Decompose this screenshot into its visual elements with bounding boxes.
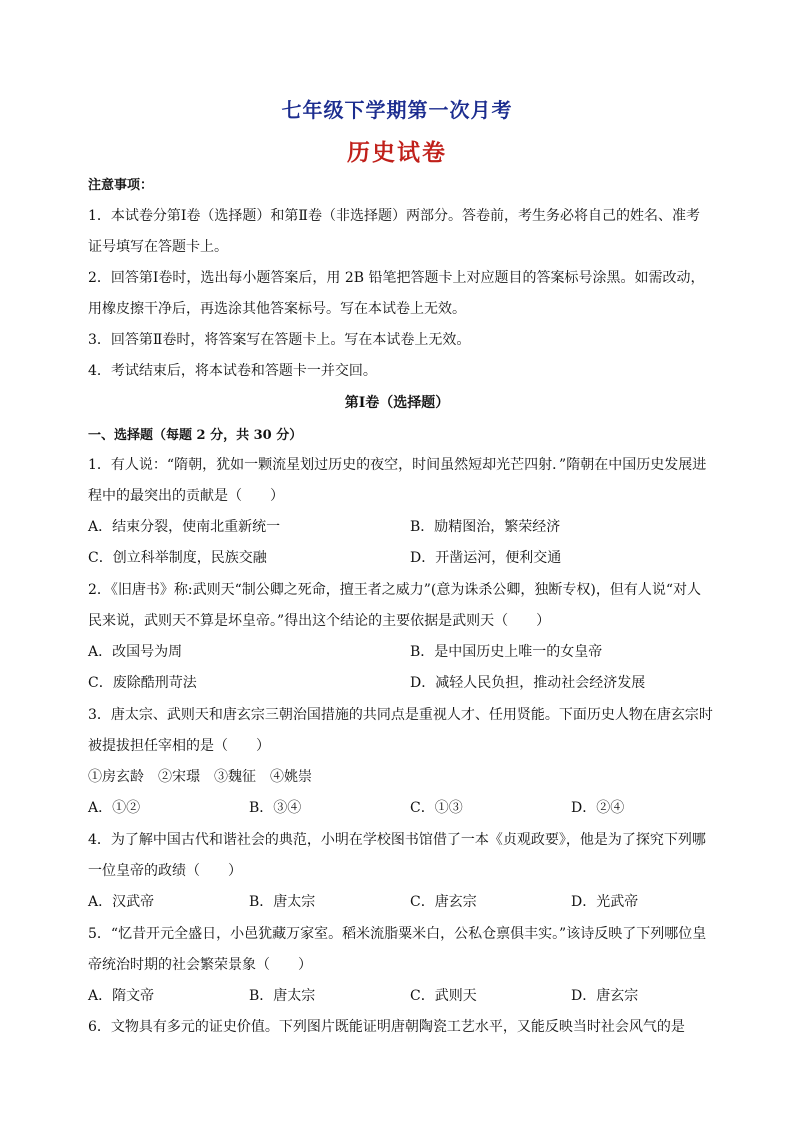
question-6-stem: 6．文物具有多元的证史价值。下列图片既能证明唐朝陶瓷工艺水平，又能反映当时社会风气的是 [88, 1019, 685, 1035]
option-a: A．①② [88, 800, 141, 816]
notes-line: 1．本试卷分第Ⅰ卷（选择题）和第Ⅱ卷（非选择题）两部分。答卷前，考生务必将自己的姓名、准考 [88, 208, 700, 224]
option-a: A．改国号为周 [88, 644, 183, 660]
option-c: C．唐玄宗 [410, 894, 477, 910]
notes-line: 证号填写在答题卡上。 [88, 239, 228, 255]
option-d: D．②④ [571, 800, 625, 816]
option-d: D．光武帝 [571, 894, 639, 910]
question-3-stem: 被提拔担任宰相的是（ ） [88, 738, 270, 754]
question-1-stem: 1．有人说：“隋朝，犹如一颗流星划过历史的夜空，时间虽然短却光芒四射．”隋朝在中国历史发展进 [88, 457, 707, 473]
question-5-stem: 5．“忆昔开元全盛日，小邑犹藏万家室。稻米流脂粟米白，公私仓禀俱丰实。”该诗反映了下列哪位皇 [88, 926, 707, 942]
option-b: B．是中国历史上唯一的女皇帝 [410, 644, 603, 660]
question-3-stem: 3．唐太宗、武则天和唐玄宗三朝治国措施的共同点是重视人才、任用贤能。下面历史人物在唐玄宗时 [88, 707, 713, 723]
option-b: B．唐太宗 [249, 894, 316, 910]
question-4-stem: 4．为了解中国古代和谐社会的典范，小明在学校图书馆借了一本《贞观政要》，他是为了探究下列哪 [88, 832, 706, 848]
option-a: A．汉武帝 [88, 894, 155, 910]
option-c: C．①③ [410, 800, 463, 816]
question-3-items: ①房玄龄 ②宋璟 ③魏征 ④姚崇 [88, 769, 312, 785]
exam-subject: 历史试卷 [347, 139, 447, 166]
option-d: D．唐玄宗 [571, 988, 639, 1004]
notes-line: 2．回答第Ⅰ卷时，选出每小题答案后，用 2B 铅笔把答题卡上对应题目的答案标号涂黑。如需改动， [88, 270, 705, 286]
option-b: B．③④ [249, 800, 302, 816]
option-b: B．唐太宗 [249, 988, 316, 1004]
option-b: B．励精图治，繁荣经济 [410, 519, 561, 535]
notes-heading: 注意事项： [88, 178, 154, 193]
option-a: A．结束分裂，使南北重新统一 [88, 519, 281, 535]
notes-line: 用橡皮擦干净后，再选涂其他答案标号。写在本试卷上无效。 [88, 301, 466, 317]
option-a: A．隋文帝 [88, 988, 155, 1004]
notes-line: 4．考试结束后，将本试卷和答题卡一并交回。 [88, 363, 377, 379]
part-heading: 第Ⅰ卷（选择题） [344, 395, 450, 411]
question-5-stem: 帝统治时期的社会繁荣景象（ ） [88, 957, 312, 973]
option-d: D．减轻人民负担，推动社会经济发展 [410, 675, 646, 691]
option-c: C．创立科举制度，民族交融 [88, 550, 267, 566]
question-2-stem: 2．《旧唐书》称:武则天“制公卿之死命，擅王者之威力”(意为诛杀公卿，独断专权)，但有人说“对人 [88, 582, 702, 598]
option-d: D．开凿运河，便利交通 [410, 550, 562, 566]
option-c: C．武则天 [410, 988, 477, 1004]
question-1-stem: 程中的最突出的贡献是（ ） [88, 488, 284, 504]
notes-line: 3．回答第Ⅱ卷时，将答案写在答题卡上。写在本试卷上无效。 [88, 332, 471, 348]
question-2-stem: 民来说，武则天不算是坏皇帝。”得出这个结论的主要依据是武则天（ ） [88, 613, 551, 629]
section-heading: 一、选择题（每题 2 分，共 30 分） [88, 428, 303, 443]
exam-title: 七年级下学期第一次月考 [281, 98, 513, 122]
option-c: C．废除酷刑苛法 [88, 675, 197, 691]
question-4-stem: 一位皇帝的政绩（ ） [88, 863, 242, 879]
